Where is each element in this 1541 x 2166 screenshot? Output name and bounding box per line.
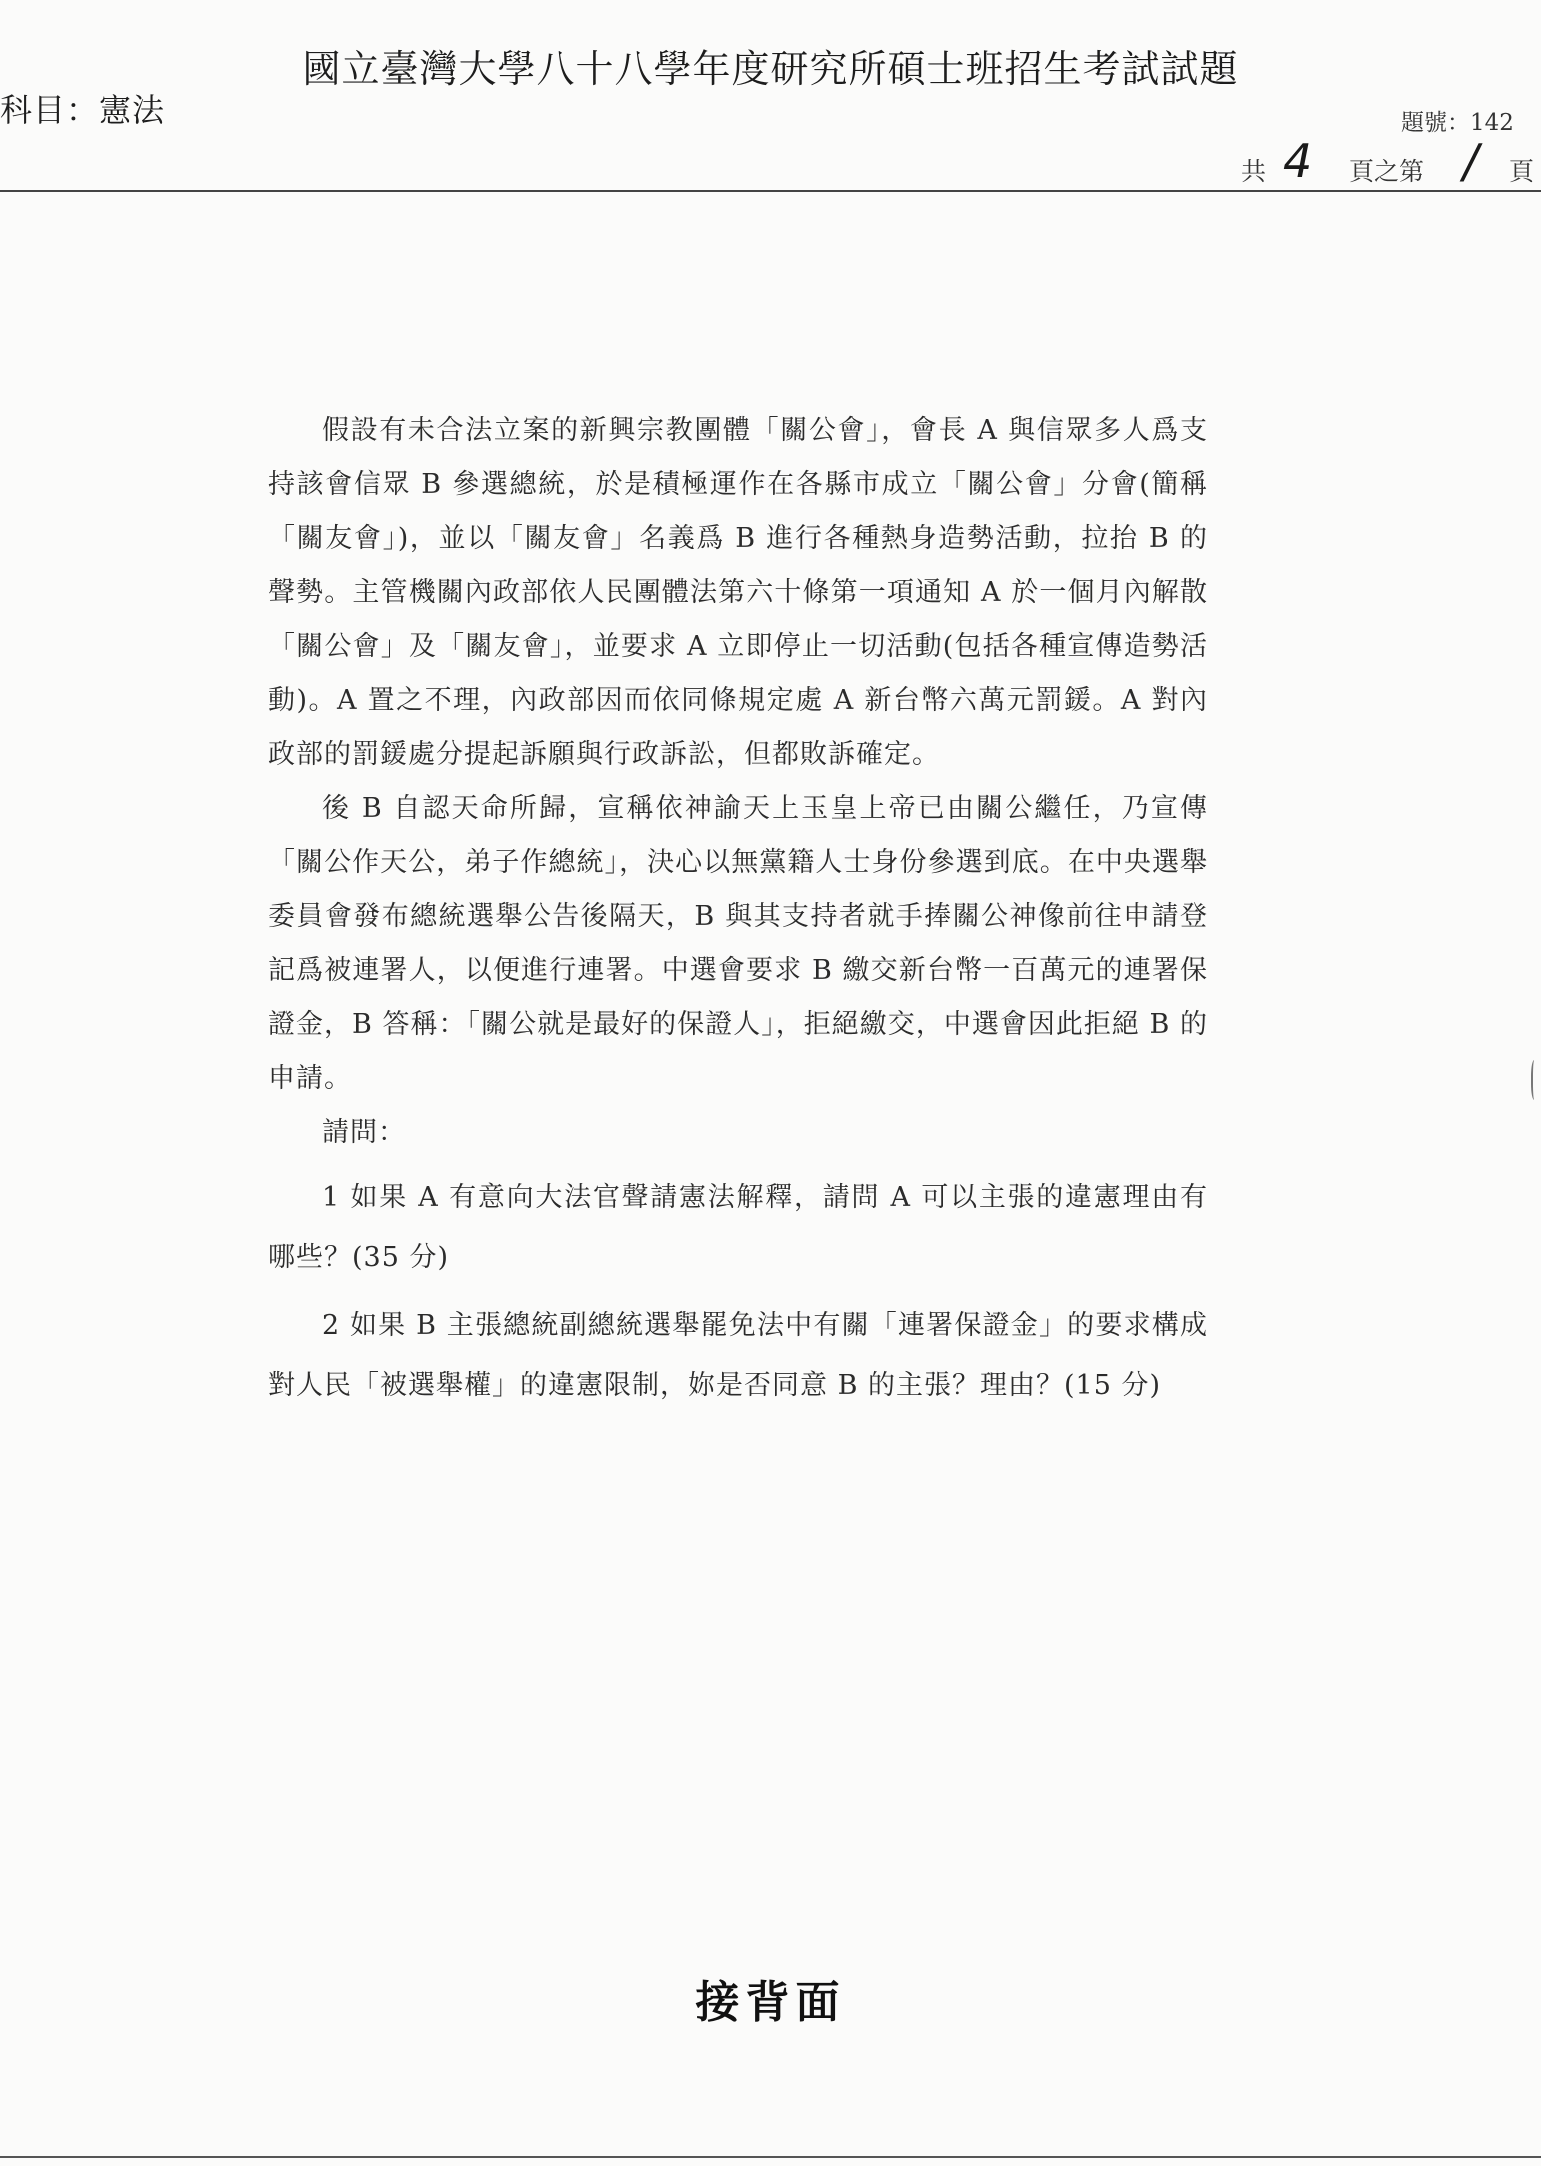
page-count-prefix: 共: [1241, 157, 1267, 186]
scenario-paragraph-2: 後 B 自認天命所歸，宣稱依神諭天上玉皇上帝已由關公繼任，乃宣傳「關公作天公，弟子作總統」，決心以無黨籍人士身份參選到底。在中央選舉委員會發布總統選舉公告後隔天，B 與其支持者就手捧關公神像前往申請登記爲被連署人，以便進行連署。中選會要求 B 繳交新台幣一百萬元的連署保證金，B 答稱：「關公就是最好的保證人」，拒絕繳交，中選會因此拒絕 B 的申請。: [268, 793, 1208, 1094]
question-1: 1 如果 A 有意向大法官聲請憲法解釋，請問 A 可以主張的違憲理由有哪些？(35 分): [268, 1182, 1208, 1273]
footer-divider: [0, 2156, 1541, 2158]
scenario-paragraph-1: 假設有未合法立案的新興宗教團體「關公會」，會長 A 與信眾多人爲支持該會信眾 B 參選總統，於是積極運作在各縣市成立「關公會」分會(簡稱「關友會」)，並以「關友會」名義爲 B 進行各種熱身造勢活動，拉抬 B 的聲勢。主管機關內政部依人民團體法第六十條第一項通知 A 於一個月內解散「關公會」及「關友會」，並要求 A 立即停止一切活動(包括各種宣傳造勢活動)。A 置之不理，內政部因而依同條規定處 A 新台幣六萬元罰鍰。A 對內政部的罰鍰處分提起訴願與行政訴訟，但都敗訴確定。: [268, 415, 1208, 770]
scan-margin-mark: [1531, 1060, 1539, 1100]
subject-label: 科目：憲法: [0, 91, 166, 129]
header-divider: [0, 190, 1541, 192]
page-count: [1241, 134, 1541, 190]
page-total: 4: [1283, 134, 1313, 188]
continue-on-back-note: 接背面: [695, 1977, 846, 2028]
exam-body: [268, 404, 1208, 1416]
question-2: 2 如果 B 主張總統副總統選舉罷免法中有關「連署保證金」的要求構成對人民「被選舉權」的違憲限制，妳是否同意 B 的主張？理由？(15 分): [268, 1310, 1208, 1401]
page-count-middle: 頁之第: [1349, 157, 1425, 186]
page-current: /: [1463, 134, 1479, 188]
question-number: 題號：142: [1401, 110, 1514, 136]
exam-title: 國立臺灣大學八十八學年度研究所碩士班招生考試試題: [302, 47, 1239, 91]
question-prompt-label: 請問：: [322, 1117, 406, 1148]
page-count-suffix: 頁: [1509, 157, 1535, 186]
